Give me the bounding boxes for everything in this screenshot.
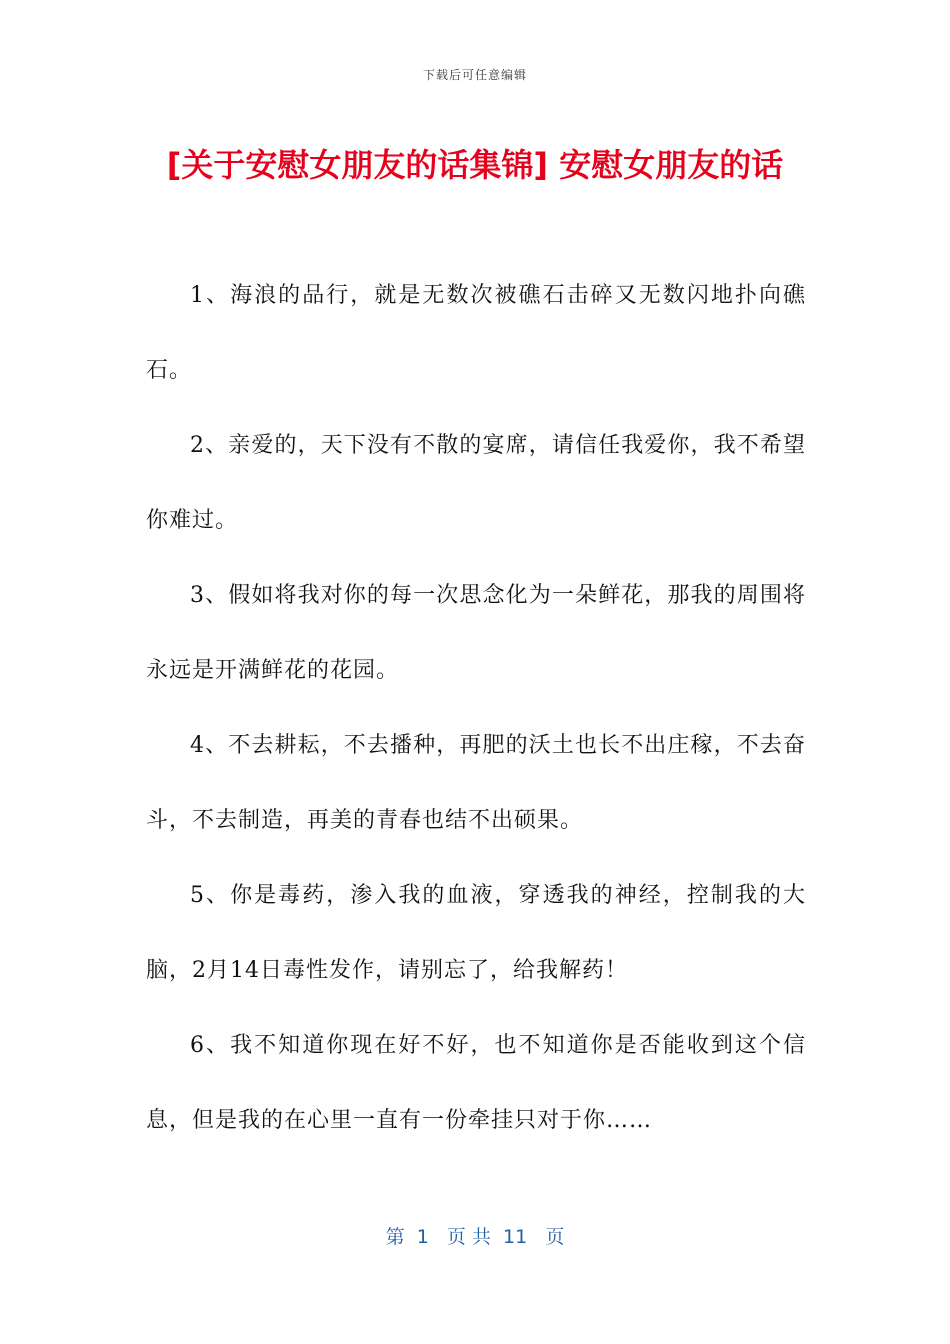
document-title: [关于安慰女朋友的话集锦] 安慰女朋友的话 — [166, 146, 784, 184]
paragraph-5: 5、你是毒药，渗入我的血液，穿透我的神经，控制我的大脑，2月14日毒性发作，请别忘了，给我解药！ — [146, 883, 806, 983]
document-body — [146, 258, 806, 1158]
paragraph-4: 4、不去耕耘，不去播种，再肥的沃土也长不出庄稼，不去奋斗，不去制造，再美的青春也结不出硕果。 — [146, 733, 806, 833]
page-number-footer: 第 1 页 共 11 页 — [385, 1226, 565, 1248]
paragraph-3: 3、假如将我对你的每一次思念化为一朵鲜花，那我的周围将永远是开满鲜花的花园。 — [146, 583, 806, 683]
paragraph-1: 1、海浪的品行，就是无数次被礁石击碎又无数闪地扑向礁石。 — [146, 283, 806, 383]
download-edit-note: 下载后可任意编辑 — [422, 68, 527, 82]
paragraph-2: 2、亲爱的，天下没有不散的宴席，请信任我爱你，我不希望你难过。 — [146, 433, 806, 533]
paragraph-6: 6、我不知道你现在好不好，也不知道你是否能收到这个信息，但是我的在心里一直有一份牵挂只对于你…… — [146, 1033, 806, 1133]
